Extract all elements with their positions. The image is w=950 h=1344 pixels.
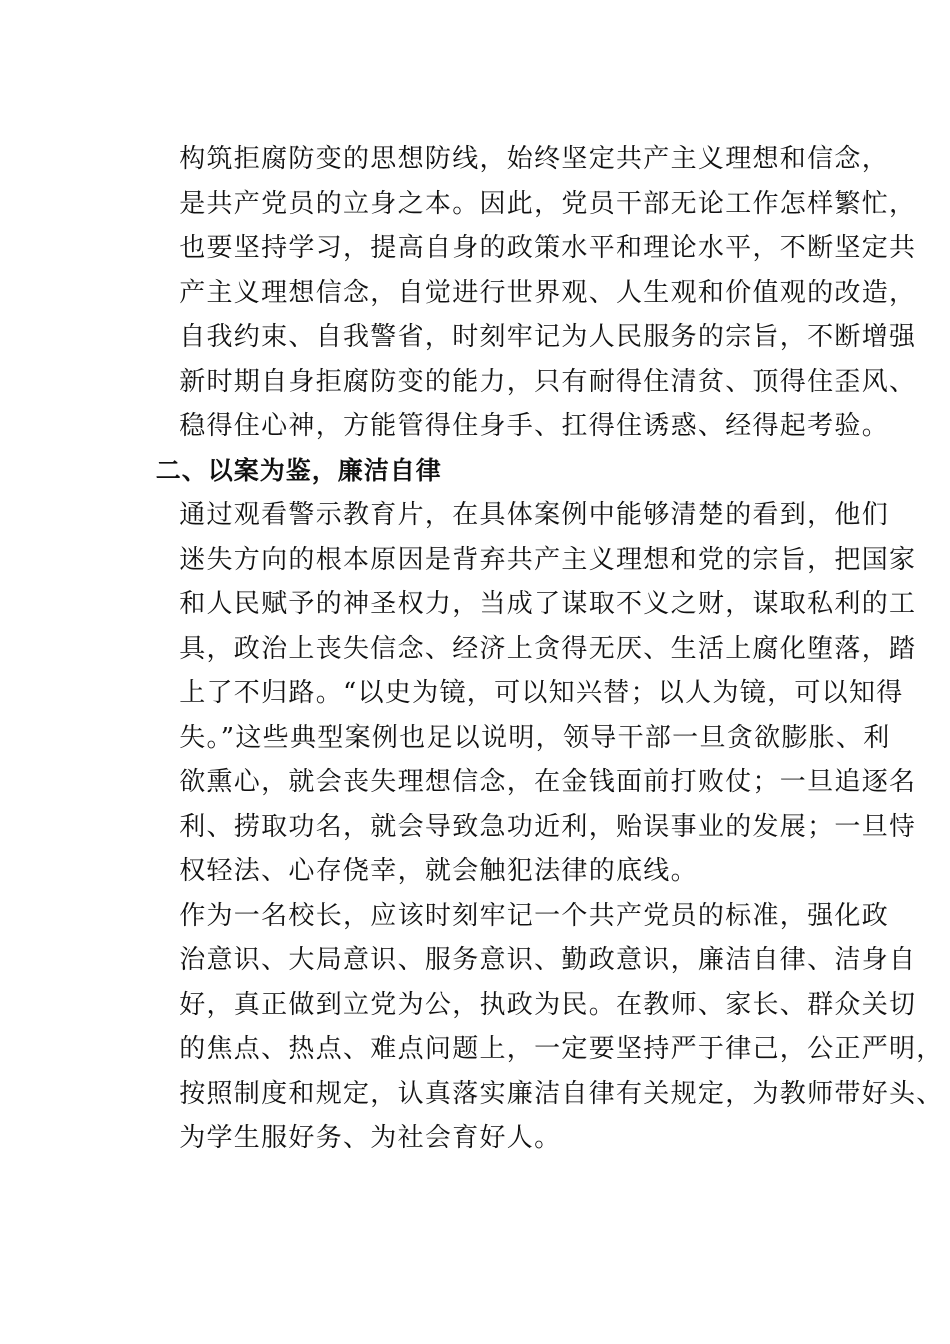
text-line: 稳得住心神，方能管得住身手、扛得住诱惑、经得起考验。 [179, 411, 889, 441]
text-line: 好，真正做到立党为公，执政为民。在教师、家长、群众关切 [179, 989, 917, 1020]
text-line: 利、捞取功名，就会导致急功近利，贻误事业的发展；一旦恃 [179, 811, 917, 842]
paragraph-principal-duty [122, 894, 944, 1161]
paragraph-ideal-belief [122, 137, 917, 449]
text-line: 通过观看警示教育片，在具体案例中能够清楚的看到，他们 [179, 500, 889, 530]
text-line: 欲熏心，就会丧失理想信念，在金钱面前打败仗；一旦追逐名 [179, 767, 917, 797]
text-line: 按照制度和规定，认真落实廉洁自律有关规定，为教师带好头、 [179, 1078, 944, 1109]
text-line: 和人民赋予的神圣权力，当成了谋取不义之财，谋取私利的工 [179, 589, 917, 619]
text-line: 构筑拒腐防变的思想防线，始终坚定共产主义理想和信念， [179, 144, 889, 174]
paragraph-warning-cases [122, 493, 917, 894]
text-line: 自我约束、自我警省，时刻牢记为人民服务的宗旨，不断增强 [179, 322, 917, 352]
section-heading-2: 二、以案为鉴，廉洁自律 [155, 455, 442, 485]
text-line: 上了不归路。“以史为镜，可以知兴替；以人为镜，可以知得 [179, 678, 904, 708]
document-body [122, 137, 944, 1161]
text-line: 作为一名校长，应该时刻牢记一个共产党员的标准，强化政 [179, 900, 889, 931]
text-line: 具，政治上丧失信念、经济上贪得无厌、生活上腐化堕落，踏 [179, 633, 917, 664]
text-line: 治意识、大局意识、服务意识、勤政意识，廉洁自律、洁身自 [179, 945, 917, 975]
text-line: 迷失方向的根本原因是背弃共产主义理想和党的宗旨，把国家 [179, 544, 917, 575]
text-line: 也要坚持学习，提高自身的政策水平和理论水平，不断坚定共 [179, 233, 917, 263]
text-line: 产主义理想信念，自觉进行世界观、人生观和价值观的改造， [179, 277, 917, 308]
text-line: 权轻法、心存侥幸，就会触犯法律的底线。 [179, 856, 698, 886]
text-line: 失。”这些典型案例也足以说明，领导干部一旦贪欲膨胀、利 [179, 722, 891, 753]
text-line: 是共产党员的立身之本。因此，党员干部无论工作怎样繁忙， [179, 188, 917, 219]
text-line: 的焦点、热点、难点问题上，一定要坚持严于律己，公正严明， [179, 1034, 944, 1064]
text-line: 为学生服好务、为社会育好人。 [179, 1123, 562, 1153]
text-line: 新时期自身拒腐防变的能力，只有耐得住清贫、顶得住歪风、 [179, 366, 917, 397]
